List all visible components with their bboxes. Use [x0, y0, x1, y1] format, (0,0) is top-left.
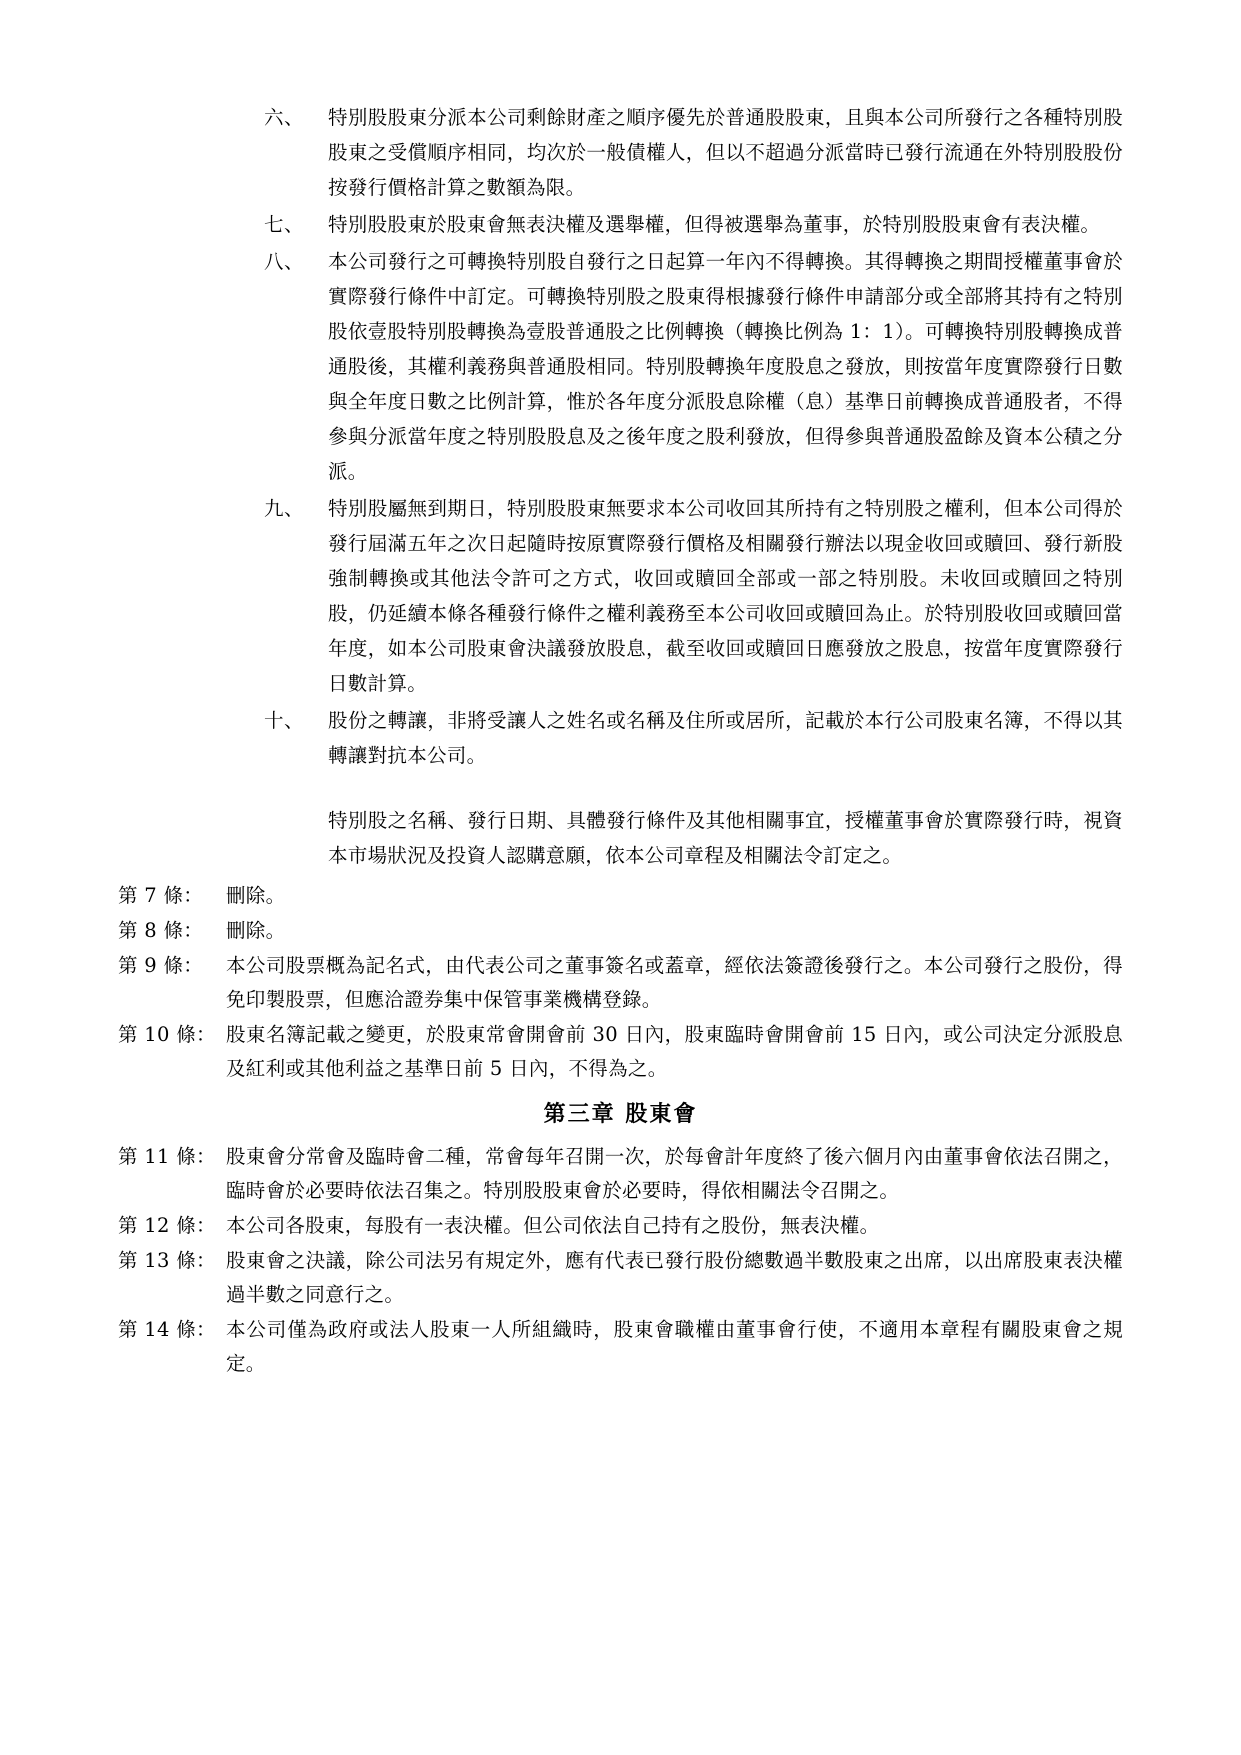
article-label: 第 10 條：	[118, 1023, 216, 1046]
numbered-items-block	[264, 100, 1123, 773]
article-label: 第 9 條：	[118, 954, 204, 977]
list-item-number: 六、	[264, 106, 305, 129]
list-item	[264, 244, 1123, 489]
list-item-text: 特別股屬無到期日，特別股股東無要求本公司收回其所持有之特別股之權利，但本公司得於發行屆滿五年之次日起隨時按原實際發行價格及相關發行辦法以現金收回或贖回、發行新股強制轉換或其他法令許可之方式，收回或贖回全部或一部之特別股。未收回或贖回之特別股，仍延續本條各種發行條件之權利義務至本公司收回或贖回為止。於特別股收回或贖回當年度，如本公司股東會決議發放股息，截至收回或贖回日應發放之股息，按當年度實際發行日數計算。	[328, 497, 1123, 695]
closing-paragraph: 特別股之名稱、發行日期、具體發行條件及其他相關事宜，授權董事會於實際發行時，視資本市場狀況及投資人認購意願，依本公司章程及相關法令訂定之。	[328, 809, 1123, 867]
list-item	[264, 703, 1123, 773]
article-label: 第 12 條：	[118, 1214, 216, 1237]
article-label: 第 14 條：	[118, 1318, 216, 1341]
article-14	[118, 1313, 1123, 1381]
list-item-number: 七、	[264, 213, 305, 236]
article-text: 股東名簿記載之變更，於股東常會開會前 30 日內，股東臨時會開會前 15 日內，或公司決定分派股息及紅利或其他利益之基準日前 5 日內，不得為之。	[226, 1023, 1123, 1080]
article-12	[118, 1209, 1123, 1243]
list-item-text: 股份之轉讓，非將受讓人之姓名或名稱及住所或居所，記載於本行公司股東名簿，不得以其轉讓對抗本公司。	[328, 709, 1123, 767]
article-13	[118, 1244, 1123, 1312]
article-7	[118, 879, 1123, 913]
article-text: 本公司僅為政府或法人股東一人所組織時，股東會職權由董事會行使，不適用本章程有關股東會之規定。	[226, 1318, 1123, 1375]
list-item-text: 特別股股東於股東會無表決權及選舉權，但得被選舉為董事，於特別股股東會有表決權。	[328, 213, 1101, 236]
article-label: 第 13 條：	[118, 1249, 216, 1272]
article-text: 股東會之決議，除公司法另有規定外，應有代表已發行股份總數過半數股東之出席，以出席股東表決權過半數之同意行之。	[226, 1249, 1123, 1306]
list-item-number: 八、	[264, 250, 305, 273]
list-item-number: 九、	[264, 497, 305, 520]
article-label: 第 7 條：	[118, 884, 204, 907]
article-text: 刪除。	[226, 919, 286, 942]
list-item	[264, 100, 1123, 205]
list-item-number: 十、	[264, 709, 305, 732]
article-label: 第 8 條：	[118, 919, 204, 942]
article-11	[118, 1140, 1123, 1208]
article-text: 股東會分常會及臨時會二種，常會每年召開一次，於每會計年度終了後六個月內由董事會依法召開之，臨時會於必要時依法召集之。特別股股東會於必要時，得依相關法令召開之。	[226, 1145, 1123, 1202]
list-item-text: 特別股股東分派本公司剩餘財產之順序優先於普通股股東，且與本公司所發行之各種特別股股東之受償順序相同，均次於一般債權人，但以不超過分派當時已發行流通在外特別股股份按發行價格計算之數額為限。	[328, 106, 1123, 199]
article-8	[118, 914, 1123, 948]
article-text: 本公司股票概為記名式，由代表公司之董事簽名或蓋章，經依法簽證後發行之。本公司發行之股份，得免印製股票，但應洽證券集中保管事業機構登錄。	[226, 954, 1123, 1011]
article-9	[118, 949, 1123, 1017]
list-item-text: 本公司發行之可轉換特別股自發行之日起算一年內不得轉換。其得轉換之期間授權董事會於實際發行條件中訂定。可轉換特別股之股東得根據發行條件申請部分或全部將其持有之特別股依壹股特別股轉換為壹股普通股之比例轉換（轉換比例為 1：1）。可轉換特別股轉換成普通股後，其權利義務與普通股相同。特別股轉換年度股息之發放，則按當年度實際發行日數與全年度日數之比例計算，惟於各年度分派股息除權（息）基準日前轉換成普通股者，不得參與分派當年度之特別股股息及之後年度之股利發放，但得參與普通股盈餘及資本公積之分派。	[328, 250, 1123, 483]
chapter-heading: 第三章 股東會	[543, 1101, 698, 1127]
article-10	[118, 1018, 1123, 1086]
article-text: 刪除。	[226, 884, 286, 907]
article-text: 本公司各股東，每股有一表決權。但公司依法自己持有之股份，無表決權。	[226, 1214, 880, 1237]
list-item	[264, 207, 1123, 242]
article-label: 第 11 條：	[118, 1145, 216, 1168]
list-item	[264, 491, 1123, 701]
